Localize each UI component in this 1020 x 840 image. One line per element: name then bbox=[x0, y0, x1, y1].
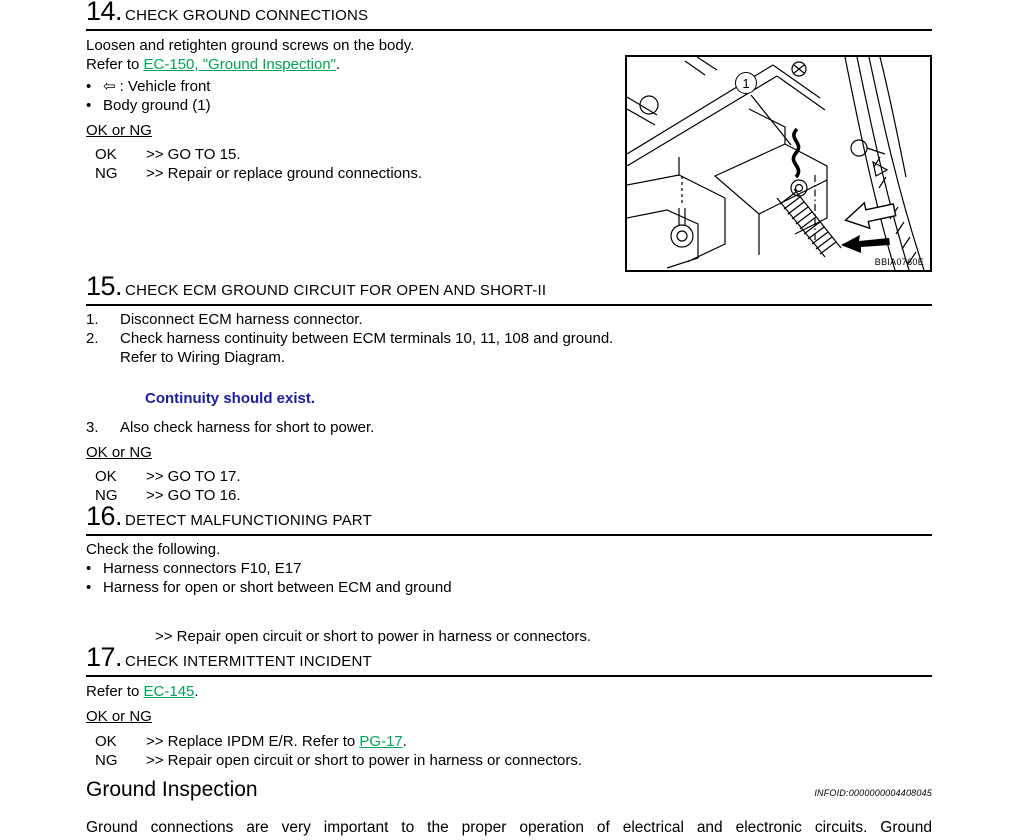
link-pg-17[interactable]: PG-17 bbox=[359, 733, 403, 750]
result-ok-suffix: . bbox=[402, 733, 407, 750]
step-15-list bbox=[86, 306, 932, 367]
step-14-ok-or-ng: OK or NG bbox=[86, 122, 152, 139]
list-item-number: 2. bbox=[86, 330, 99, 347]
direction-arrow-outline bbox=[843, 197, 897, 233]
result-text: >> GO TO 15. bbox=[146, 146, 241, 163]
step-16-line1: Check the following. bbox=[86, 541, 221, 558]
list-item bbox=[86, 418, 932, 437]
list-item bbox=[86, 310, 932, 329]
bullet-harness-open-short bbox=[86, 578, 932, 597]
refer-suffix: . bbox=[194, 683, 199, 700]
result-label: OK bbox=[95, 733, 117, 750]
callout-1: 1 bbox=[735, 72, 757, 94]
step-17-ok-or-ng: OK or NG bbox=[86, 708, 152, 725]
step-15-ok-or-ng: OK or NG bbox=[86, 444, 152, 461]
list-item-number: 3. bbox=[86, 419, 99, 436]
step-15-heading bbox=[86, 273, 932, 306]
result-row-ok bbox=[86, 467, 932, 486]
step-15-results bbox=[86, 467, 932, 505]
bullet-dot: • bbox=[86, 560, 92, 577]
result-row-ng bbox=[86, 751, 932, 770]
figure-code: BBIA0760E bbox=[874, 257, 924, 267]
infoid-label: INFOID:0000000004408045 bbox=[814, 788, 932, 798]
result-label: OK bbox=[95, 146, 117, 163]
list-item-number: 1. bbox=[86, 311, 99, 328]
section-title-ground-inspection: Ground Inspection bbox=[86, 778, 258, 801]
result-text: >> GO TO 16. bbox=[146, 487, 241, 504]
step-17-refer-line bbox=[86, 677, 932, 701]
result-ok-prefix: >> Replace IPDM E/R. Refer to bbox=[146, 733, 360, 750]
step-17-number: 17. bbox=[86, 642, 123, 672]
step-17-heading bbox=[86, 644, 932, 677]
bullet-dot: • bbox=[86, 78, 92, 95]
list-item-subline: Refer to Wiring Diagram. bbox=[120, 349, 286, 366]
list-item-text: Check harness continuity between ECM terminals 10, 11, 108 and ground. bbox=[120, 330, 614, 347]
bullet-body-ground-label: Body ground (1) bbox=[103, 97, 211, 114]
result-label: NG bbox=[95, 752, 118, 769]
step-17-title: CHECK INTERMITTENT INCIDENT bbox=[125, 653, 372, 670]
link-ec-145[interactable]: EC-145 bbox=[143, 683, 195, 700]
result-text: >> Repair or replace ground connections. bbox=[146, 165, 423, 182]
bullet-vehicle-front-label: : Vehicle front bbox=[119, 78, 211, 95]
list-item bbox=[86, 329, 932, 348]
ground-inspection-heading-row bbox=[86, 778, 932, 802]
list-item-text: Disconnect ECM harness connector. bbox=[120, 311, 363, 328]
vehicle-front-arrow-icon: ⇦ bbox=[103, 77, 116, 95]
result-label: OK bbox=[95, 468, 117, 485]
bullet-harness-connectors bbox=[86, 559, 932, 578]
figure-ground-connection bbox=[625, 55, 932, 272]
step-15-number: 15. bbox=[86, 271, 123, 301]
link-ec-150-ground-inspection[interactable]: EC-150, "Ground Inspection" bbox=[143, 56, 336, 73]
result-label: NG bbox=[95, 487, 118, 504]
step-16-heading bbox=[86, 503, 932, 536]
direction-arrow-solid bbox=[841, 235, 890, 253]
result-text bbox=[146, 732, 407, 751]
spec-continuity: Continuity should exist. bbox=[145, 390, 316, 407]
engine-bay-line-art bbox=[627, 57, 930, 270]
step-16-bullets bbox=[86, 559, 932, 597]
result-row-ok bbox=[86, 732, 932, 751]
step-14-line1: Loosen and retighten ground screws on the body. bbox=[86, 37, 415, 54]
step-16-title: DETECT MALFUNCTIONING PART bbox=[125, 512, 372, 529]
step-16-action: >> Repair open circuit or short to power in harness or connectors. bbox=[155, 628, 592, 645]
step-17-results bbox=[86, 732, 932, 770]
refer-prefix: Refer to bbox=[86, 683, 144, 700]
bullet-text: Harness for open or short between ECM and ground bbox=[103, 579, 452, 596]
step-15-title: CHECK ECM GROUND CIRCUIT FOR OPEN AND SHORT-II bbox=[125, 282, 547, 299]
bullet-dot: • bbox=[86, 579, 92, 596]
step-16-number: 16. bbox=[86, 501, 123, 531]
result-text: >> Repair open circuit or short to power in harness or connectors. bbox=[146, 752, 583, 769]
step-14-number: 14. bbox=[86, 0, 123, 26]
step-14-title: CHECK GROUND CONNECTIONS bbox=[125, 7, 369, 24]
step-14-heading bbox=[86, 0, 932, 31]
bullet-text: Harness connectors F10, E17 bbox=[103, 560, 302, 577]
result-text: >> GO TO 17. bbox=[146, 468, 241, 485]
refer-prefix: Refer to bbox=[86, 56, 144, 73]
refer-suffix: . bbox=[335, 56, 341, 73]
result-label: NG bbox=[95, 165, 118, 182]
list-item-text: Also check harness for short to power. bbox=[120, 419, 375, 436]
bullet-dot: • bbox=[86, 97, 92, 114]
ground-inspection-paragraph: Ground connections are very important to the proper operation of electrical and electronic circuits. Ground bbox=[86, 819, 932, 836]
